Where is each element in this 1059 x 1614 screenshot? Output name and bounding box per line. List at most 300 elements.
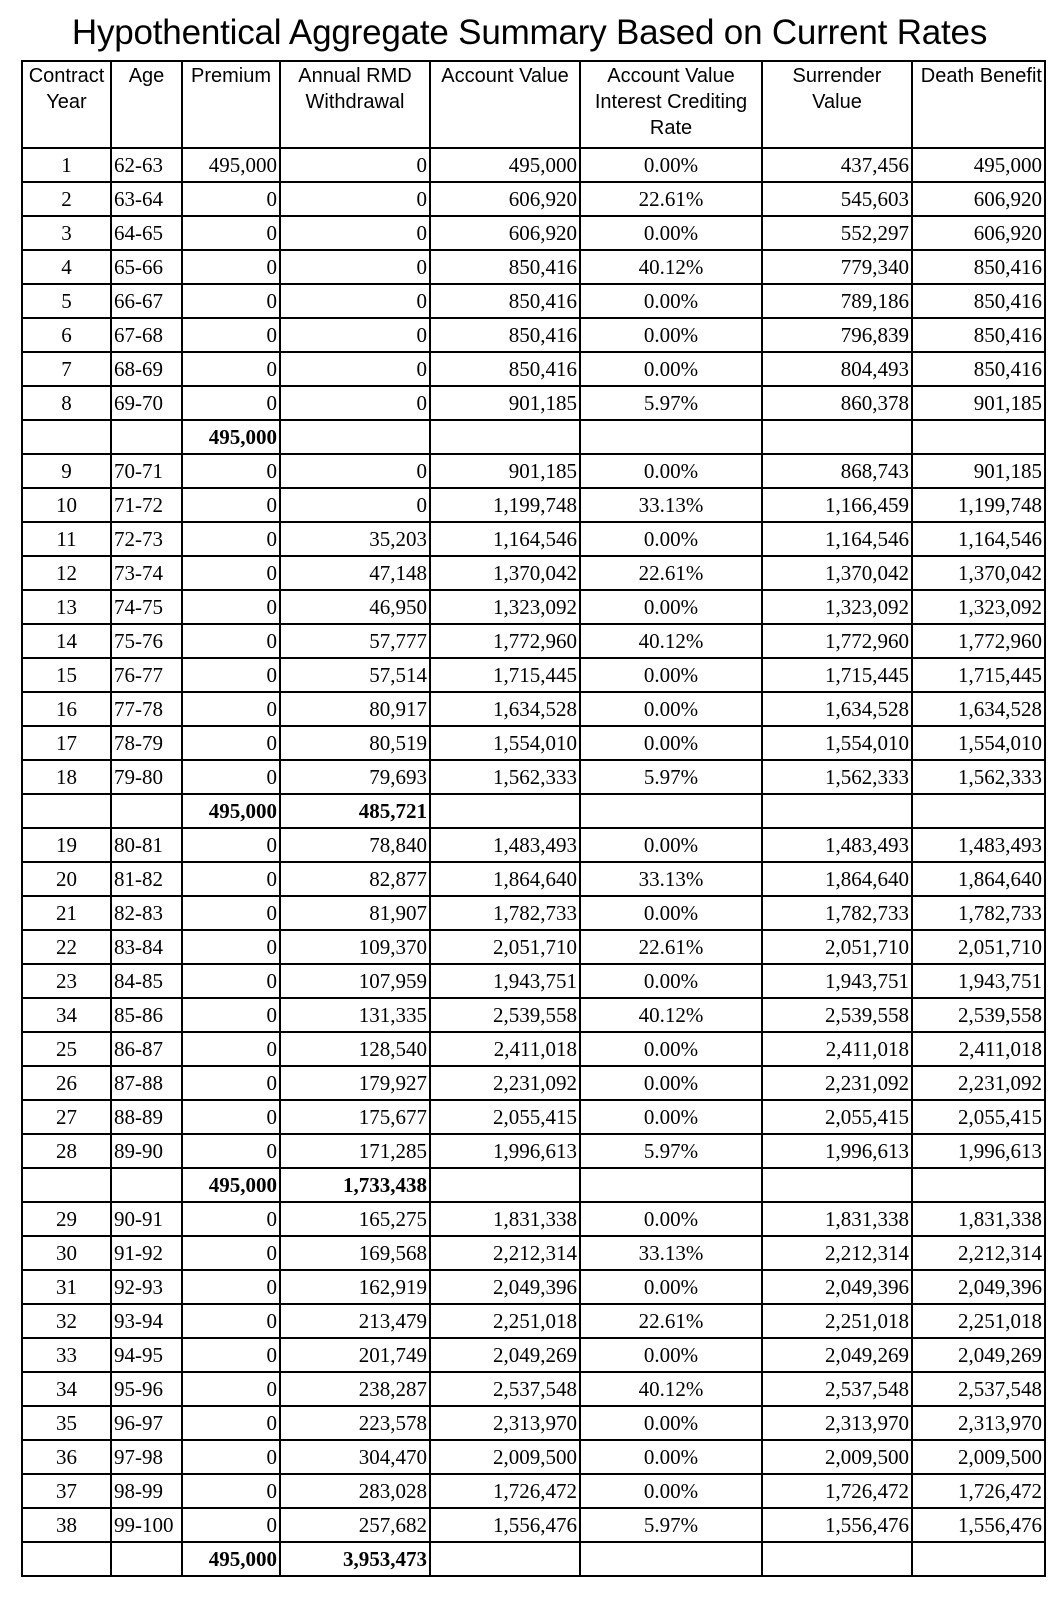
cell-premium: 0	[182, 1202, 280, 1236]
cell-surrender-value: 1,996,613	[762, 1134, 912, 1168]
cell-contract-year: 37	[22, 1474, 111, 1508]
cell-account-value: 495,000	[430, 148, 580, 182]
cell-age: 97-98	[111, 1440, 182, 1474]
cell-contract-year: 13	[22, 590, 111, 624]
cell-age: 64-65	[111, 216, 182, 250]
column-header-death-benefit: Death Benefit	[912, 61, 1045, 148]
cell-surrender-value: 2,251,018	[762, 1304, 912, 1338]
cell-annual-rmd-withdrawal: 175,677	[280, 1100, 430, 1134]
cell-premium: 0	[182, 488, 280, 522]
cell-death-benefit: 2,051,710	[912, 930, 1045, 964]
cell-age: 75-76	[111, 624, 182, 658]
cell-account-value: 2,009,500	[430, 1440, 580, 1474]
cell-contract-year: 29	[22, 1202, 111, 1236]
cell-annual-rmd-withdrawal: 0	[280, 386, 430, 420]
cell-premium: 0	[182, 216, 280, 250]
table-row	[22, 556, 1045, 590]
subtotal-empty-cell	[762, 794, 912, 828]
table-row	[22, 1338, 1045, 1372]
cell-account-value: 1,782,733	[430, 896, 580, 930]
subtotal-empty-cell	[580, 1168, 762, 1202]
column-header-contract-year: Contract Year	[22, 61, 111, 148]
cell-age: 96-97	[111, 1406, 182, 1440]
cell-interest-crediting-rate: 22.61%	[580, 556, 762, 590]
cell-surrender-value: 1,782,733	[762, 896, 912, 930]
cell-age: 85-86	[111, 998, 182, 1032]
cell-interest-crediting-rate: 5.97%	[580, 1508, 762, 1542]
cell-annual-rmd-withdrawal: 0	[280, 182, 430, 216]
cell-annual-rmd-withdrawal: 0	[280, 148, 430, 182]
cell-surrender-value: 1,634,528	[762, 692, 912, 726]
subtotal-empty-cell	[912, 1542, 1045, 1576]
cell-annual-rmd-withdrawal: 46,950	[280, 590, 430, 624]
cell-premium: 0	[182, 1134, 280, 1168]
subtotal-empty-cell	[22, 794, 111, 828]
cell-annual-rmd-withdrawal: 79,693	[280, 760, 430, 794]
table-row	[22, 1236, 1045, 1270]
cell-account-value: 2,313,970	[430, 1406, 580, 1440]
page-title: Hypothentical Aggregate Summary Based on Current Rates	[71, 13, 988, 52]
cell-annual-rmd-withdrawal: 80,917	[280, 692, 430, 726]
cell-contract-year: 4	[22, 250, 111, 284]
subtotal-rmd: 485,721	[280, 794, 430, 828]
cell-age: 76-77	[111, 658, 182, 692]
cell-annual-rmd-withdrawal: 57,777	[280, 624, 430, 658]
cell-interest-crediting-rate: 0.00%	[580, 1100, 762, 1134]
cell-account-value: 1,715,445	[430, 658, 580, 692]
cell-interest-crediting-rate: 0.00%	[580, 1338, 762, 1372]
cell-account-value: 1,996,613	[430, 1134, 580, 1168]
cell-age: 98-99	[111, 1474, 182, 1508]
cell-surrender-value: 2,539,558	[762, 998, 912, 1032]
cell-annual-rmd-withdrawal: 283,028	[280, 1474, 430, 1508]
cell-premium: 0	[182, 964, 280, 998]
cell-death-benefit: 2,212,314	[912, 1236, 1045, 1270]
cell-annual-rmd-withdrawal: 201,749	[280, 1338, 430, 1372]
cell-contract-year: 30	[22, 1236, 111, 1270]
cell-death-benefit: 1,164,546	[912, 522, 1045, 556]
table-row	[22, 1202, 1045, 1236]
cell-contract-year: 14	[22, 624, 111, 658]
table-row	[22, 318, 1045, 352]
cell-account-value: 1,772,960	[430, 624, 580, 658]
cell-contract-year: 32	[22, 1304, 111, 1338]
cell-contract-year: 34	[22, 998, 111, 1032]
cell-premium: 0	[182, 1270, 280, 1304]
cell-account-value: 2,251,018	[430, 1304, 580, 1338]
cell-death-benefit: 2,231,092	[912, 1066, 1045, 1100]
cell-premium: 0	[182, 930, 280, 964]
cell-age: 87-88	[111, 1066, 182, 1100]
cell-age: 70-71	[111, 454, 182, 488]
cell-annual-rmd-withdrawal: 47,148	[280, 556, 430, 590]
cell-death-benefit: 2,049,396	[912, 1270, 1045, 1304]
cell-death-benefit: 2,049,269	[912, 1338, 1045, 1372]
subtotal-empty-cell	[912, 794, 1045, 828]
cell-account-value: 2,537,548	[430, 1372, 580, 1406]
cell-premium: 0	[182, 998, 280, 1032]
cell-contract-year: 21	[22, 896, 111, 930]
cell-premium: 0	[182, 726, 280, 760]
cell-contract-year: 1	[22, 148, 111, 182]
cell-contract-year: 31	[22, 1270, 111, 1304]
cell-contract-year: 9	[22, 454, 111, 488]
cell-interest-crediting-rate: 40.12%	[580, 624, 762, 658]
cell-surrender-value: 545,603	[762, 182, 912, 216]
cell-death-benefit: 2,411,018	[912, 1032, 1045, 1066]
table-row	[22, 726, 1045, 760]
table-row	[22, 930, 1045, 964]
cell-interest-crediting-rate: 0.00%	[580, 1066, 762, 1100]
cell-annual-rmd-withdrawal: 257,682	[280, 1508, 430, 1542]
cell-death-benefit: 901,185	[912, 386, 1045, 420]
cell-surrender-value: 1,164,546	[762, 522, 912, 556]
table-row	[22, 658, 1045, 692]
table-row	[22, 250, 1045, 284]
table-row	[22, 1440, 1045, 1474]
cell-surrender-value: 2,055,415	[762, 1100, 912, 1134]
cell-account-value: 1,370,042	[430, 556, 580, 590]
table-row	[22, 1100, 1045, 1134]
cell-account-value: 2,539,558	[430, 998, 580, 1032]
cell-death-benefit: 2,055,415	[912, 1100, 1045, 1134]
table-row	[22, 284, 1045, 318]
cell-premium: 0	[182, 1032, 280, 1066]
cell-annual-rmd-withdrawal: 0	[280, 318, 430, 352]
cell-age: 93-94	[111, 1304, 182, 1338]
table-row	[22, 148, 1045, 182]
cell-death-benefit: 1,556,476	[912, 1508, 1045, 1542]
cell-age: 66-67	[111, 284, 182, 318]
cell-contract-year: 15	[22, 658, 111, 692]
cell-death-benefit: 2,539,558	[912, 998, 1045, 1032]
cell-premium: 0	[182, 318, 280, 352]
cell-annual-rmd-withdrawal: 35,203	[280, 522, 430, 556]
cell-surrender-value: 1,554,010	[762, 726, 912, 760]
cell-premium: 0	[182, 1406, 280, 1440]
cell-premium: 0	[182, 386, 280, 420]
cell-age: 80-81	[111, 828, 182, 862]
subtotal-empty-cell	[762, 1542, 912, 1576]
cell-age: 84-85	[111, 964, 182, 998]
cell-surrender-value: 1,562,333	[762, 760, 912, 794]
cell-interest-crediting-rate: 22.61%	[580, 182, 762, 216]
cell-premium: 0	[182, 658, 280, 692]
cell-annual-rmd-withdrawal: 82,877	[280, 862, 430, 896]
subtotal-empty-cell	[111, 794, 182, 828]
subtotal-premium: 495,000	[182, 1168, 280, 1202]
cell-death-benefit: 850,416	[912, 250, 1045, 284]
cell-age: 73-74	[111, 556, 182, 590]
cell-death-benefit: 850,416	[912, 318, 1045, 352]
cell-age: 65-66	[111, 250, 182, 284]
cell-premium: 0	[182, 624, 280, 658]
table-row	[22, 1508, 1045, 1542]
subtotal-empty-cell	[912, 420, 1045, 454]
cell-interest-crediting-rate: 22.61%	[580, 930, 762, 964]
cell-contract-year: 6	[22, 318, 111, 352]
cell-surrender-value: 789,186	[762, 284, 912, 318]
cell-annual-rmd-withdrawal: 0	[280, 250, 430, 284]
cell-account-value: 1,831,338	[430, 1202, 580, 1236]
cell-death-benefit: 2,009,500	[912, 1440, 1045, 1474]
cell-account-value: 606,920	[430, 182, 580, 216]
cell-contract-year: 16	[22, 692, 111, 726]
cell-premium: 0	[182, 284, 280, 318]
table-row	[22, 454, 1045, 488]
cell-death-benefit: 1,554,010	[912, 726, 1045, 760]
cell-annual-rmd-withdrawal: 162,919	[280, 1270, 430, 1304]
cell-premium: 0	[182, 1372, 280, 1406]
subtotal-empty-cell	[762, 420, 912, 454]
cell-surrender-value: 1,943,751	[762, 964, 912, 998]
subtotal-empty-cell	[580, 420, 762, 454]
cell-interest-crediting-rate: 0.00%	[580, 284, 762, 318]
cell-death-benefit: 1,772,960	[912, 624, 1045, 658]
cell-death-benefit: 1,199,748	[912, 488, 1045, 522]
cell-interest-crediting-rate: 0.00%	[580, 658, 762, 692]
cell-age: 90-91	[111, 1202, 182, 1236]
subtotal-empty-cell	[22, 1542, 111, 1576]
table-row	[22, 216, 1045, 250]
cell-surrender-value: 2,051,710	[762, 930, 912, 964]
cell-contract-year: 7	[22, 352, 111, 386]
cell-age: 94-95	[111, 1338, 182, 1372]
cell-surrender-value: 860,378	[762, 386, 912, 420]
cell-surrender-value: 868,743	[762, 454, 912, 488]
cell-annual-rmd-withdrawal: 223,578	[280, 1406, 430, 1440]
cell-premium: 0	[182, 862, 280, 896]
subtotal-rmd: 1,733,438	[280, 1168, 430, 1202]
cell-age: 82-83	[111, 896, 182, 930]
column-header-surrender-value: Surrender Value	[762, 61, 912, 148]
subtotal-empty-cell	[111, 420, 182, 454]
cell-premium: 0	[182, 1440, 280, 1474]
cell-age: 91-92	[111, 1236, 182, 1270]
cell-contract-year: 28	[22, 1134, 111, 1168]
cell-premium: 0	[182, 1338, 280, 1372]
cell-interest-crediting-rate: 0.00%	[580, 1474, 762, 1508]
cell-death-benefit: 1,715,445	[912, 658, 1045, 692]
cell-surrender-value: 1,483,493	[762, 828, 912, 862]
table-row	[22, 1406, 1045, 1440]
cell-death-benefit: 2,251,018	[912, 1304, 1045, 1338]
cell-interest-crediting-rate: 0.00%	[580, 1406, 762, 1440]
subtotal-empty-cell	[912, 1168, 1045, 1202]
subtotal-empty-cell	[22, 1168, 111, 1202]
subtotal-premium: 495,000	[182, 1542, 280, 1576]
cell-premium: 0	[182, 1474, 280, 1508]
cell-contract-year: 35	[22, 1406, 111, 1440]
cell-death-benefit: 495,000	[912, 148, 1045, 182]
cell-premium: 495,000	[182, 148, 280, 182]
cell-death-benefit: 606,920	[912, 182, 1045, 216]
table-row	[22, 760, 1045, 794]
cell-contract-year: 34	[22, 1372, 111, 1406]
cell-premium: 0	[182, 1508, 280, 1542]
table-row	[22, 522, 1045, 556]
table-row	[22, 1474, 1045, 1508]
cell-interest-crediting-rate: 33.13%	[580, 862, 762, 896]
cell-surrender-value: 1,726,472	[762, 1474, 912, 1508]
cell-premium: 0	[182, 1100, 280, 1134]
cell-annual-rmd-withdrawal: 131,335	[280, 998, 430, 1032]
cell-contract-year: 19	[22, 828, 111, 862]
cell-interest-crediting-rate: 22.61%	[580, 1304, 762, 1338]
cell-age: 67-68	[111, 318, 182, 352]
cell-account-value: 1,562,333	[430, 760, 580, 794]
cell-age: 92-93	[111, 1270, 182, 1304]
cell-premium: 0	[182, 828, 280, 862]
cell-account-value: 1,199,748	[430, 488, 580, 522]
cell-premium: 0	[182, 522, 280, 556]
table-row	[22, 488, 1045, 522]
subtotal-empty-cell	[430, 794, 580, 828]
cell-account-value: 1,726,472	[430, 1474, 580, 1508]
cell-surrender-value: 1,323,092	[762, 590, 912, 624]
cell-surrender-value: 1,715,445	[762, 658, 912, 692]
subtotal-empty-cell	[580, 1542, 762, 1576]
cell-annual-rmd-withdrawal: 81,907	[280, 896, 430, 930]
cell-age: 86-87	[111, 1032, 182, 1066]
cell-interest-crediting-rate: 40.12%	[580, 998, 762, 1032]
cell-interest-crediting-rate: 0.00%	[580, 148, 762, 182]
summary-table	[21, 60, 1046, 1577]
table-row	[22, 590, 1045, 624]
column-header-account-value: Account Value	[430, 61, 580, 148]
cell-contract-year: 5	[22, 284, 111, 318]
cell-account-value: 2,231,092	[430, 1066, 580, 1100]
table-row	[22, 1304, 1045, 1338]
table-row	[22, 862, 1045, 896]
cell-surrender-value: 779,340	[762, 250, 912, 284]
cell-death-benefit: 2,313,970	[912, 1406, 1045, 1440]
cell-annual-rmd-withdrawal: 109,370	[280, 930, 430, 964]
cell-account-value: 1,483,493	[430, 828, 580, 862]
cell-death-benefit: 1,831,338	[912, 1202, 1045, 1236]
cell-contract-year: 23	[22, 964, 111, 998]
cell-death-benefit: 850,416	[912, 284, 1045, 318]
cell-annual-rmd-withdrawal: 78,840	[280, 828, 430, 862]
cell-annual-rmd-withdrawal: 0	[280, 284, 430, 318]
cell-surrender-value: 2,212,314	[762, 1236, 912, 1270]
subtotal-row	[22, 1542, 1045, 1576]
subtotal-row	[22, 794, 1045, 828]
subtotal-empty-cell	[580, 794, 762, 828]
cell-interest-crediting-rate: 33.13%	[580, 1236, 762, 1270]
table-row	[22, 998, 1045, 1032]
cell-account-value: 850,416	[430, 284, 580, 318]
cell-account-value: 2,049,269	[430, 1338, 580, 1372]
cell-account-value: 1,556,476	[430, 1508, 580, 1542]
cell-annual-rmd-withdrawal: 304,470	[280, 1440, 430, 1474]
cell-surrender-value: 1,370,042	[762, 556, 912, 590]
cell-death-benefit: 2,537,548	[912, 1372, 1045, 1406]
cell-surrender-value: 1,864,640	[762, 862, 912, 896]
cell-contract-year: 27	[22, 1100, 111, 1134]
cell-contract-year: 18	[22, 760, 111, 794]
cell-interest-crediting-rate: 0.00%	[580, 318, 762, 352]
cell-premium: 0	[182, 352, 280, 386]
cell-death-benefit: 850,416	[912, 352, 1045, 386]
cell-interest-crediting-rate: 0.00%	[580, 590, 762, 624]
table-row	[22, 1270, 1045, 1304]
cell-premium: 0	[182, 454, 280, 488]
column-header-interest-crediting-rate: Account Value Interest Crediting Rate	[580, 61, 762, 148]
cell-account-value: 850,416	[430, 352, 580, 386]
cell-annual-rmd-withdrawal: 0	[280, 454, 430, 488]
cell-premium: 0	[182, 250, 280, 284]
cell-account-value: 901,185	[430, 386, 580, 420]
header-row	[22, 61, 1045, 148]
table-row	[22, 386, 1045, 420]
cell-account-value: 2,055,415	[430, 1100, 580, 1134]
subtotal-row	[22, 420, 1045, 454]
cell-age: 79-80	[111, 760, 182, 794]
column-header-premium: Premium	[182, 61, 280, 148]
cell-death-benefit: 1,782,733	[912, 896, 1045, 930]
cell-annual-rmd-withdrawal: 0	[280, 216, 430, 250]
cell-contract-year: 2	[22, 182, 111, 216]
cell-age: 69-70	[111, 386, 182, 420]
column-header-age: Age	[111, 61, 182, 148]
cell-premium: 0	[182, 896, 280, 930]
subtotal-rmd: 3,953,473	[280, 1542, 430, 1576]
cell-account-value: 1,864,640	[430, 862, 580, 896]
subtotal-empty-cell	[430, 1168, 580, 1202]
cell-surrender-value: 437,456	[762, 148, 912, 182]
cell-account-value: 850,416	[430, 250, 580, 284]
cell-annual-rmd-withdrawal: 169,568	[280, 1236, 430, 1270]
cell-interest-crediting-rate: 0.00%	[580, 896, 762, 930]
cell-account-value: 1,164,546	[430, 522, 580, 556]
cell-annual-rmd-withdrawal: 213,479	[280, 1304, 430, 1338]
cell-age: 78-79	[111, 726, 182, 760]
cell-account-value: 2,049,396	[430, 1270, 580, 1304]
cell-age: 88-89	[111, 1100, 182, 1134]
cell-surrender-value: 796,839	[762, 318, 912, 352]
cell-account-value: 1,323,092	[430, 590, 580, 624]
table-row	[22, 896, 1045, 930]
table-row	[22, 1372, 1045, 1406]
subtotal-premium: 495,000	[182, 420, 280, 454]
cell-account-value: 2,411,018	[430, 1032, 580, 1066]
cell-surrender-value: 1,556,476	[762, 1508, 912, 1542]
cell-interest-crediting-rate: 5.97%	[580, 1134, 762, 1168]
cell-surrender-value: 2,049,396	[762, 1270, 912, 1304]
cell-contract-year: 22	[22, 930, 111, 964]
cell-contract-year: 12	[22, 556, 111, 590]
table-row	[22, 624, 1045, 658]
table-row	[22, 828, 1045, 862]
cell-contract-year: 10	[22, 488, 111, 522]
cell-death-benefit: 1,943,751	[912, 964, 1045, 998]
cell-account-value: 1,943,751	[430, 964, 580, 998]
cell-age: 83-84	[111, 930, 182, 964]
cell-annual-rmd-withdrawal: 179,927	[280, 1066, 430, 1100]
column-header-annual-rmd-withdrawal: Annual RMD Withdrawal	[280, 61, 430, 148]
cell-interest-crediting-rate: 0.00%	[580, 522, 762, 556]
subtotal-empty-cell	[111, 1542, 182, 1576]
cell-contract-year: 17	[22, 726, 111, 760]
cell-premium: 0	[182, 590, 280, 624]
cell-contract-year: 26	[22, 1066, 111, 1100]
cell-premium: 0	[182, 1304, 280, 1338]
table-body	[22, 148, 1045, 1576]
cell-interest-crediting-rate: 0.00%	[580, 692, 762, 726]
table-row	[22, 1066, 1045, 1100]
cell-age: 68-69	[111, 352, 182, 386]
